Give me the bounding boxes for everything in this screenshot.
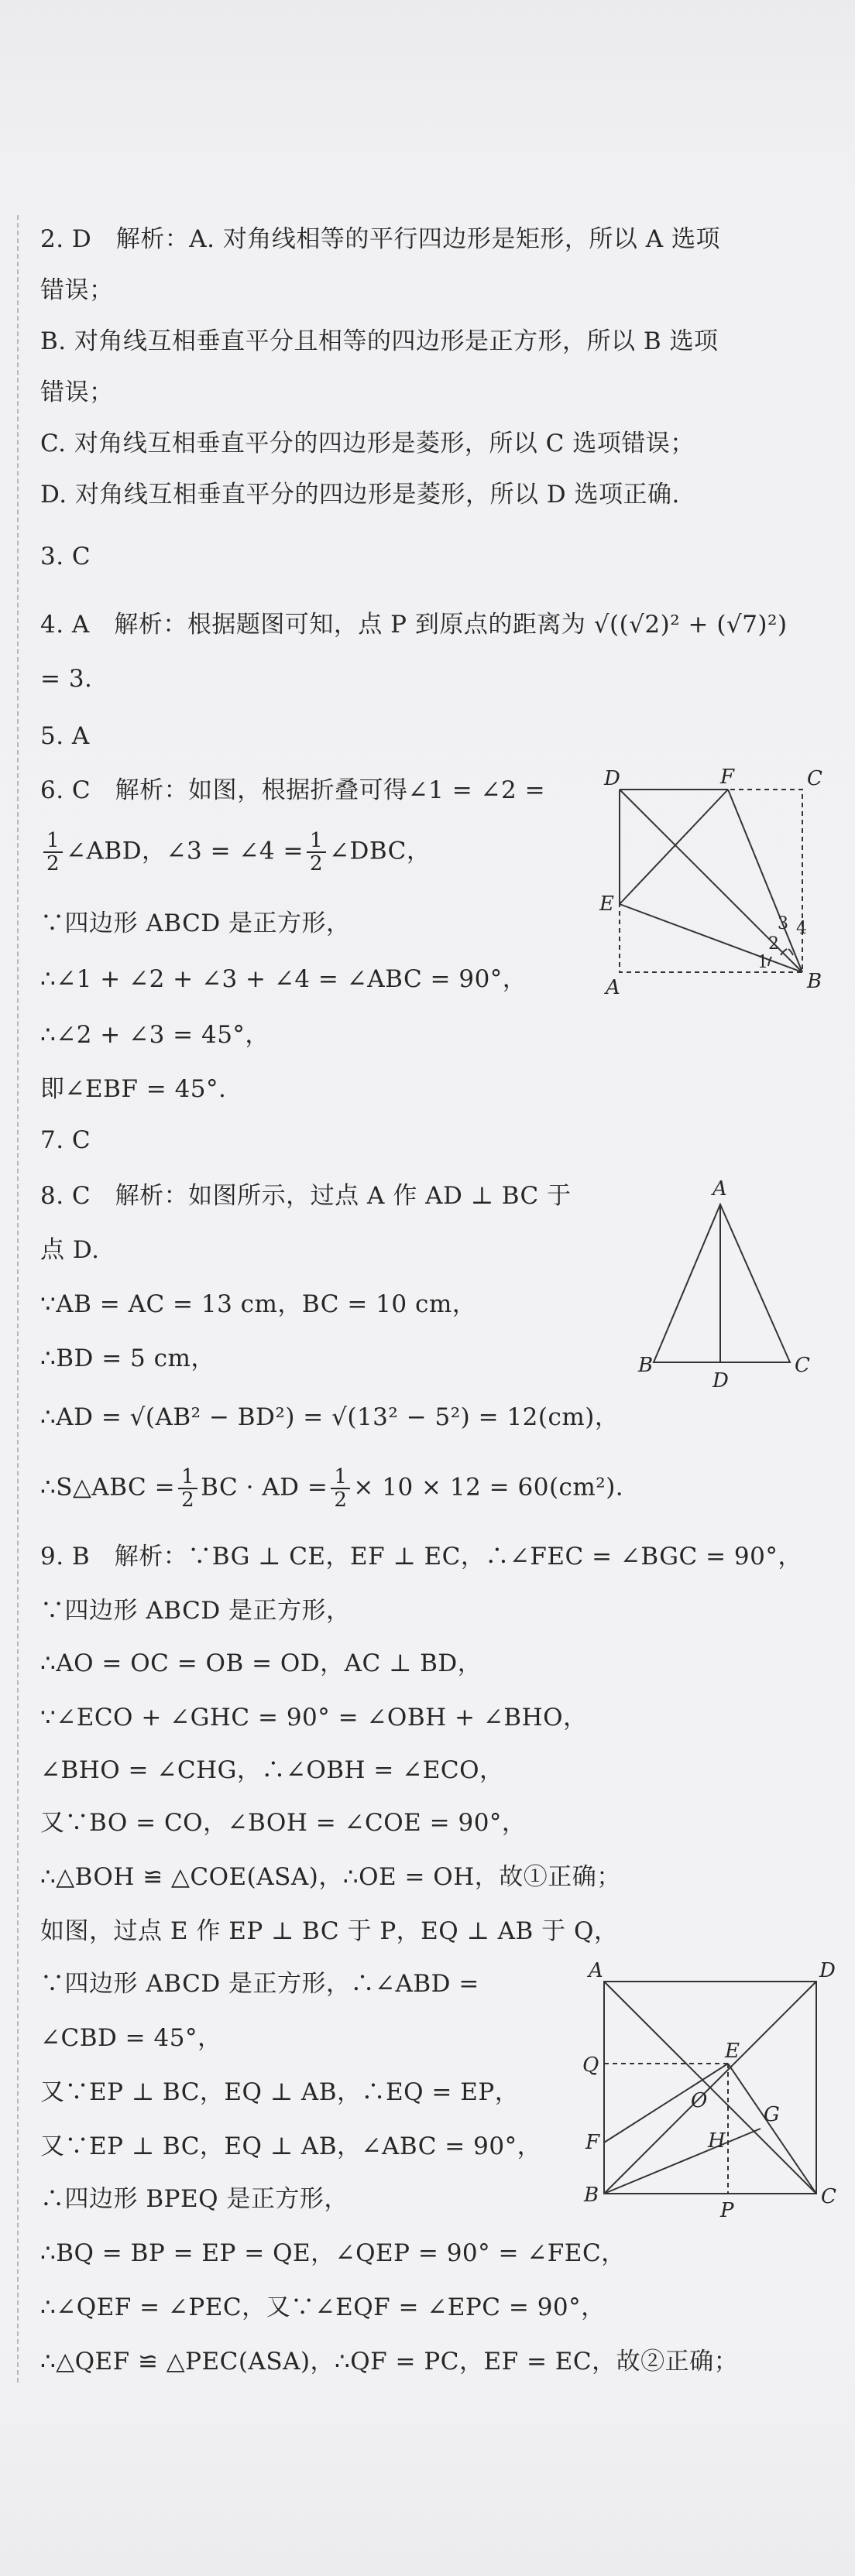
q9-line-h: 如图，过点 E 作 EP ⊥ BC 于 P，EQ ⊥ AB 于 Q， (40, 1917, 619, 1945)
q8-line-f: ∴S△ABC = $\frac{1}{2}$ BC · AD = $\frac{1}{2}$ × 10 × 12 = 60(cm²). (40, 1465, 624, 1512)
angle-3: 3 (778, 914, 788, 933)
fraction-half: $\frac{1}{2}$ (307, 830, 326, 875)
q2-line-f: D. 对角线互相垂直平分的四边形是菱形，所以 D 选项正确. (40, 481, 680, 509)
q2-line-e: C. 对角线互相垂直平分的四边形是菱形，所以 C 选项错误； (40, 430, 695, 457)
q2-line-a: 2. D 解析：A. 对角线相等的平行四边形是矩形，所以 A 选项 (40, 225, 720, 253)
label-C: C (795, 1354, 810, 1377)
angle-1: 1 (757, 953, 768, 972)
q9-line-n: ∴BQ = BP = EP = QE，∠QEP = 90° = ∠FEC， (40, 2239, 626, 2267)
q3-line: 3. C (40, 543, 91, 570)
fraction-half: $\frac{1}{2}$ (331, 1466, 350, 1511)
label-G: G (764, 2103, 780, 2126)
q2-line-c: B. 对角线互相垂直平分且相等的四边形是正方形，所以 B 选项 (40, 327, 719, 355)
label-D: D (712, 1369, 729, 1392)
q8-line-b: 点 D. (40, 1236, 100, 1264)
q9-line-b: ∵四边形 ABCD 是正方形， (40, 1597, 351, 1625)
label-E: E (599, 892, 614, 916)
label-P: P (720, 2199, 734, 2221)
q9-line-c: ∴AO = OC = OB = OD，AC ⊥ BD， (40, 1649, 482, 1677)
q8-line-c: ∵AB = AC = 13 cm，BC = 10 cm， (40, 1290, 477, 1318)
q8-line-a: 8. C 解析：如图所示，过点 A 作 AD ⊥ BC 于 (40, 1182, 572, 1210)
label-D: D (604, 767, 620, 790)
fraction-half: $\frac{1}{2}$ (43, 830, 63, 875)
q7-line: 7. C (40, 1126, 91, 1154)
label-A: A (712, 1177, 727, 1201)
angle-4: 4 (796, 919, 807, 938)
q5-line: 5. A (40, 722, 90, 750)
q6-line-a: 6. C 解析：如图，根据折叠可得∠1 = ∠2 = (40, 776, 546, 804)
label-D: D (819, 1959, 836, 1982)
q9-line-e: ∠BHO = ∠CHG，∴∠OBH = ∠ECO， (40, 1756, 504, 1784)
label-B: B (584, 2184, 599, 2207)
q9-line-o: ∴∠QEF = ∠PEC，又∵∠EQF = ∠EPC = 90°， (40, 2293, 606, 2321)
label-A: A (606, 976, 620, 999)
label-Q: Q (582, 2054, 599, 2077)
q9-line-p: ∴△QEF ≌ △PEC(ASA)，∴QF = PC，EF = EC，故②正确； (40, 2348, 739, 2376)
label-B: B (807, 970, 822, 993)
q8-line-d: ∴BD = 5 cm， (40, 1345, 215, 1372)
q9-line-d: ∵∠ECO + ∠GHC = 90° = ∠OBH + ∠BHO， (40, 1704, 588, 1732)
q9-line-a: 9. B 解析：∵BG ⊥ CE，EF ⊥ EC，∴∠FEC = ∠BGC = 90°， (40, 1543, 802, 1571)
q9-line-l: 又∵EP ⊥ BC，EQ ⊥ AB，∠ABC = 90°， (40, 2132, 542, 2160)
q2-line-d: 错误； (40, 379, 114, 406)
label-C: C (807, 767, 822, 790)
q6-line-e: ∴∠2 + ∠3 = 45°， (40, 1021, 270, 1049)
label-O: O (691, 2089, 708, 2112)
q6-line-f: 即∠EBF = 45°. (40, 1075, 227, 1103)
label-A: A (589, 1959, 603, 1982)
margin-dashed-line (17, 215, 19, 2382)
figure-q8-isosceles-triangle (635, 1177, 836, 1393)
q9-line-f: 又∵BO = CO，∠BOH = ∠COE = 90°， (40, 1809, 527, 1837)
q9-line-i: ∵四边形 ABCD 是正方形，∴∠ABD = (40, 1970, 479, 1998)
angle-2: 2 (768, 934, 779, 954)
figure-q9-square (581, 1958, 836, 2221)
label-H: H (708, 2129, 726, 2153)
q2-line-b: 错误； (40, 276, 114, 304)
fraction-half: $\frac{1}{2}$ (178, 1466, 197, 1511)
q4-line-b: = 3. (40, 665, 93, 693)
label-C: C (821, 2185, 836, 2208)
label-F: F (720, 766, 735, 789)
q6-line-b: $\frac{1}{2}$ ∠ABD，∠3 = ∠4 = $\frac{1}{2}$ ∠DBC， (40, 830, 431, 875)
q9-line-k: 又∵EP ⊥ BC，EQ ⊥ AB，∴EQ = EP， (40, 2078, 520, 2106)
q4-line-a: 4. A 解析：根据题图可知，点 P 到原点的距离为 √((√2)² + (√7)²) (40, 611, 788, 639)
q9-line-m: ∴四边形 BPEQ 是正方形， (40, 2185, 349, 2213)
label-E: E (725, 2040, 740, 2063)
label-B: B (638, 1354, 654, 1377)
q9-line-g: ∴△BOH ≌ △COE(ASA)，∴OE = OH，故①正确； (40, 1863, 621, 1891)
q6-line-d: ∴∠1 + ∠2 + ∠3 + ∠4 = ∠ABC = 90°， (40, 965, 527, 993)
triangle-abc (654, 1204, 790, 1362)
q9-line-j: ∠CBD = 45°， (40, 2024, 222, 2052)
q6-line-c: ∵四边形 ABCD 是正方形， (40, 909, 351, 937)
q8-line-e: ∴AD = √(AB² − BD²) = √(13² − 5²) = 12(cm)， (40, 1403, 620, 1431)
figure-q6-folded-square (589, 766, 836, 999)
label-F: F (585, 2131, 600, 2154)
